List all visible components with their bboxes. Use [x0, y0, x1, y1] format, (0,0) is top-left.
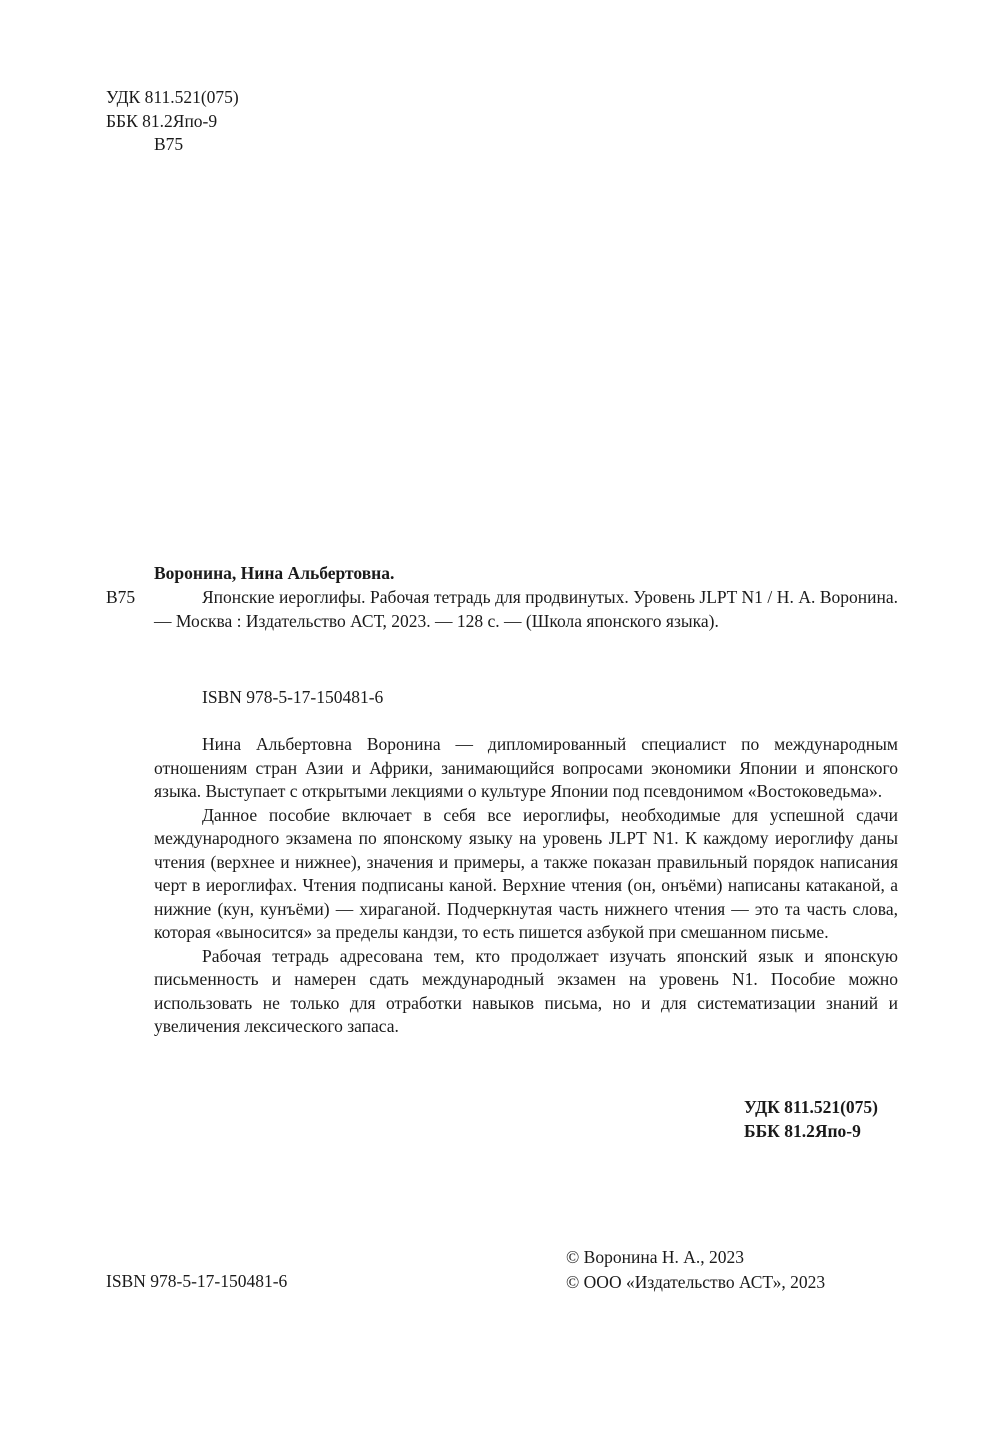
record-cutter: В75 [106, 587, 136, 607]
annotation [154, 733, 898, 1039]
footer-isbn: ISBN 978-5-17-150481-6 [106, 1271, 288, 1291]
bbk-code: ББК 81.2Япо-9 [106, 110, 218, 131]
bibliographic-description: Японские иероглифы. Рабочая тетрадь для продвинутых. Уровень JLPT N1 / Н. А. Воронина. — Москва : Издательство АСТ, 2023. — 128 с. — (Школа японского языка). [154, 587, 898, 631]
cutter-code: В75 [154, 134, 184, 154]
udk-code: УДК 811.521(075) [106, 87, 239, 107]
classification-codes-bold [744, 1096, 878, 1143]
annotation-paragraph: Данное пособие включает в себя все иероглифы, необходимые для успешной сдачи международного экзамена по японскому языку на уровень JLPT N1. К каждому иероглифу даны чтения (верхнее и нижнее), значения и примеры, а также показан правильный порядок написания черт в иероглифах. Чтения подписаны каной. Верхние чтения (он, онъёми) написаны катаканой, а нижние (кун, кунъёми) — хираганой. Подчеркнутая часть нижнего чтения — это та часть слова, которая «выносится» за пределы кандзи, то есть пишется азбукой при смешанном письме. [154, 804, 898, 942]
copyright-publisher: © ООО «Издательство АСТ», 2023 [566, 1272, 826, 1292]
record-isbn: ISBN 978-5-17-150481-6 [202, 687, 384, 707]
udk-code-bold: УДК 811.521(075) [744, 1097, 878, 1117]
classification-codes [106, 86, 239, 157]
author-name: Воронина, Нина Альбертовна. [154, 563, 395, 583]
copyright-author: © Воронина Н. А., 2023 [566, 1247, 744, 1267]
annotation-paragraph: Нина Альбертовна Воронина — дипломированный специалист по международным отношениям стран Азии и Африки, занимающийся вопросами экономики Японии и японского языка. Выступает с открытыми лекциями о культуре Японии под псевдонимом «Востоковедьма». [154, 734, 898, 801]
annotation-paragraph: Рабочая тетрадь адресована тем, кто продолжает изучать японский язык и японскую письменность и намерен сдать международный экзамен на уровень N1. Пособие можно использовать не только для отработки навыков письма, но и для систематизации знаний и увеличения лексического запаса. [154, 945, 898, 1036]
bbk-code-bold: ББК 81.2Япо-9 [744, 1120, 861, 1141]
copyright-block [566, 1245, 825, 1295]
